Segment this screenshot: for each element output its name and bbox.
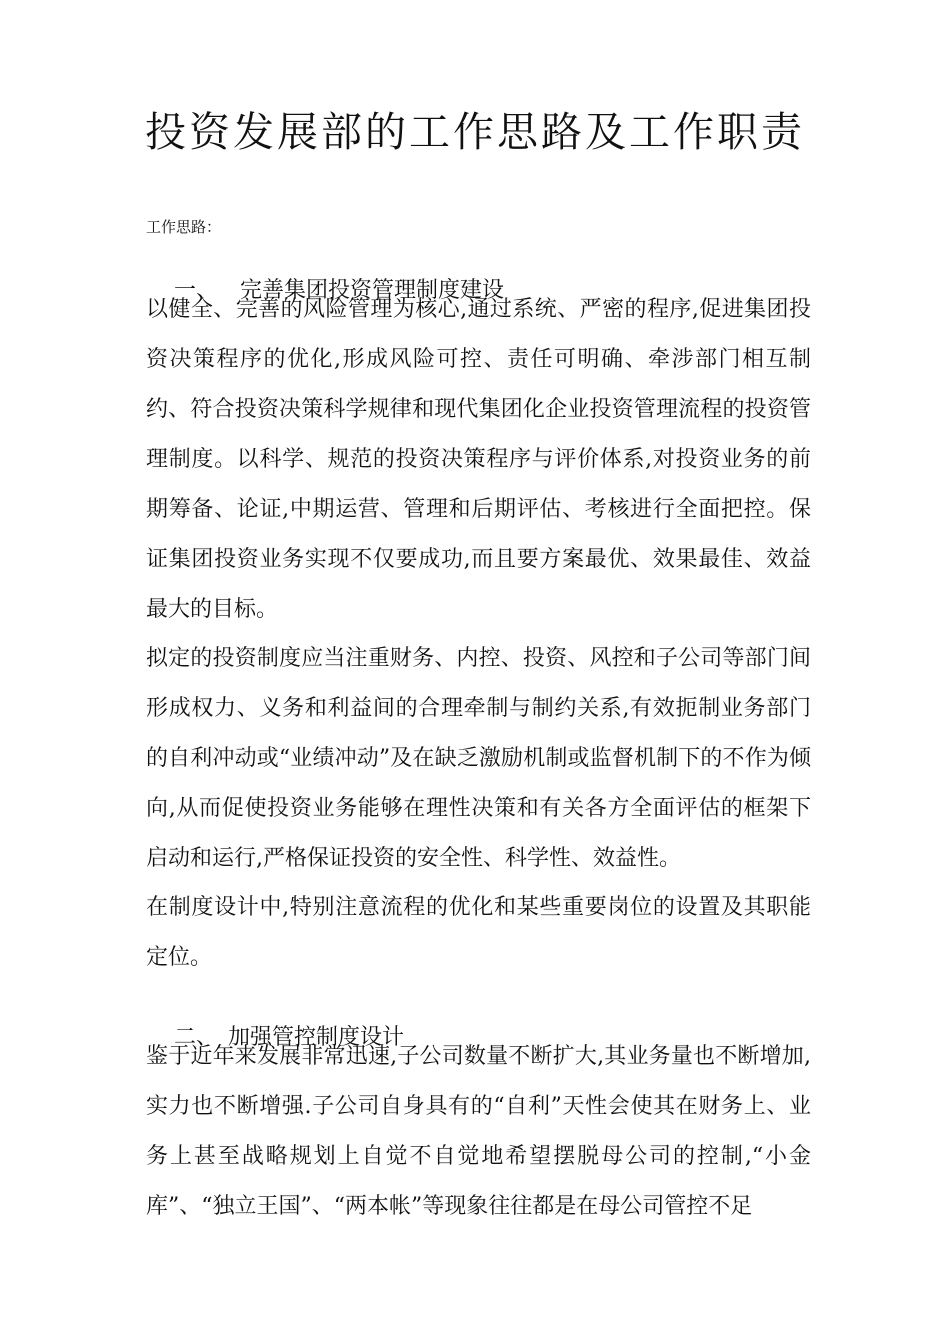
section-1-body-3	[146, 883, 811, 983]
section-1-paragraph-2: 拟定的投资制度应当注重财务、内控、投资、风控和子公司等部门间形成权力、义务和利益间的合理牵制与制约关系,有效扼制业务部门的自利冲动或“业绩冲动”及在缺乏激励机制或监督机制下的不作为倾向,从而促使投资业务能够在理性决策和有关各方全面评估的框架下启动和运行,严格保证投资的安全性、科学性、效益性。	[146, 646, 811, 871]
section-1-title: 完善集团投资管理制度建设	[239, 278, 504, 303]
section-1-body	[146, 285, 811, 635]
section-1-body-2	[146, 634, 811, 884]
section-1-paragraph-3: 在制度设计中,特别注意流程的优化和某些重要岗位的设置及其职能定位。	[146, 895, 811, 970]
section-1-paragraph-1: 以健全、完善的风险管理为核心,通过系统、严密的程序,促进集团投资决策程序的优化,形成风险可控、责任可明确、牵涉部门相互制约、符合投资决策科学规律和现代集团化企业投资管理流程的投资管理制度。以科学、规范的投资决策程序与评价体系,对投资业务的前期筹备、论证,中期运营、管理和后期评估、考核进行全面把控。保证集团投资业务实现不仅要成功,而且要方案最优、效果最佳、效益最大的目标。	[146, 297, 811, 622]
section-2-body	[146, 1032, 811, 1232]
section-2-paragraph-1: 鉴于近年来发展非常迅速,子公司数量不断扩大,其业务量也不断增加,实力也不断增强.子公司自身具有的“自利”天性会使其在财务上、业务上甚至战略规划上自觉不自觉地希望摆脱母公司的控制,“小金库”、“独立王国”、“两本帐”等现象往往都是在母公司管控不足	[146, 1044, 811, 1219]
section-label: 工作思路：	[146, 218, 222, 236]
section-2-number: 二、	[173, 1025, 218, 1050]
section-1-number: 一、	[173, 278, 218, 303]
document-title: 投资发展部的工作思路及工作职责	[145, 108, 805, 156]
section-2-title: 加强管控制度设计	[227, 1025, 404, 1050]
